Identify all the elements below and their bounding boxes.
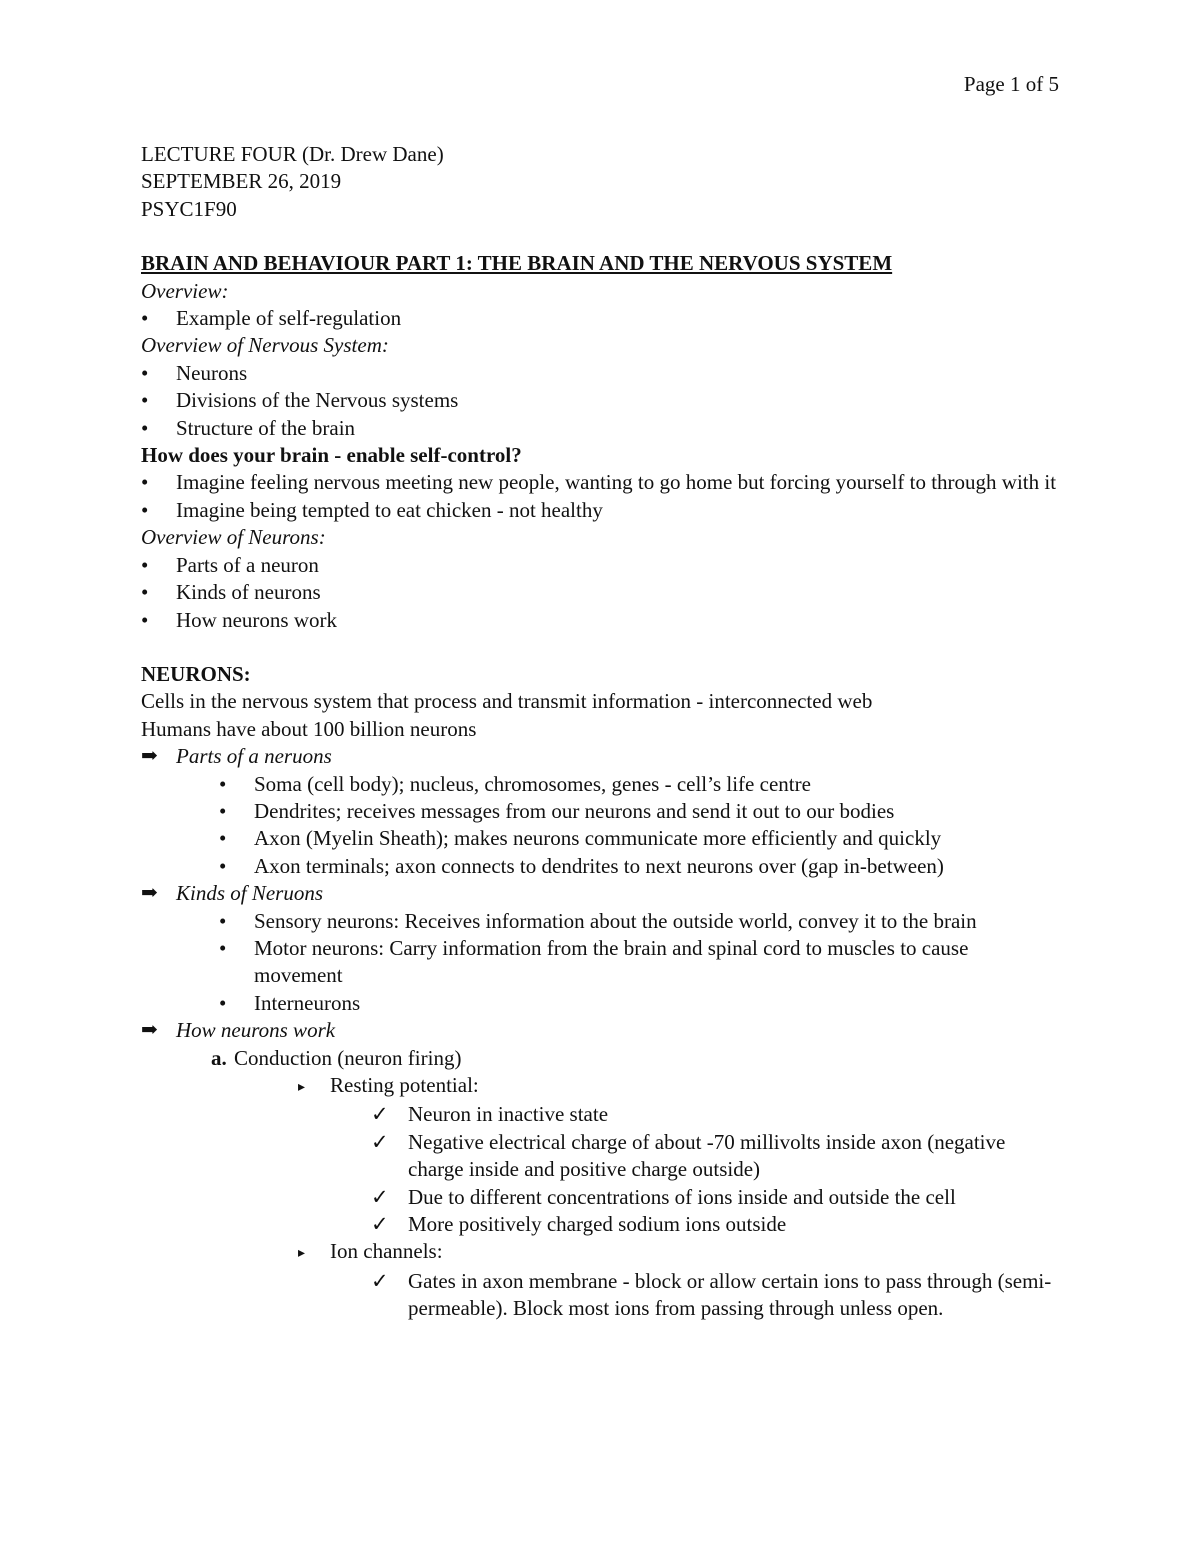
overview-label: Overview: [141,278,229,303]
page-number: Page 1 of 5 [963,72,1059,96]
overview-neurons-label: Overview of Neurons: [141,525,326,550]
neurons-heading: NEURONS: [141,661,251,686]
list-item: • Sensory neurons: Receives information about the outside world, convey it to the brain [141,908,1061,935]
document-body [141,141,1061,1323]
sub-sub-item-ion: ▸ Ion channels: [141,1238,1061,1267]
neurons-definition: Cells in the nervous system that process and transmit information - interconnected web [141,689,873,714]
bullet-icon: • [141,580,149,605]
list-item: • Structure of the brain [141,415,1061,442]
self-control-heading: How does your brain - enable self-control? [141,443,522,468]
bullet-icon: • [141,360,149,385]
bullet-icon: • [141,388,149,413]
check-icon: ✓ [371,1212,389,1237]
check-icon: ✓ [371,1268,389,1293]
bullet-icon: • [219,935,227,960]
list-item: • Parts of a neuron [141,552,1061,579]
lecture-line: LECTURE FOUR (Dr. Drew Dane) [141,142,444,166]
list-item: • Motor neurons: Carry information from the brain and spinal cord to muscles to cause movement [219,935,969,988]
triangle-bullet-icon: ▸ [298,1080,306,1095]
bullet-icon: • [219,771,227,796]
sub-item-conduction: a. Conduction (neuron firing) [141,1045,1061,1072]
arrow-icon: ➡ [141,745,158,768]
bullet-icon: • [141,415,149,440]
list-item: • Soma (cell body); nucleus, chromosomes, genes - cell’s life centre [141,771,1061,798]
list-item: • Dendrites; receives messages from our neurons and send it out to our bodies [141,798,1061,825]
section-parts: ➡ Parts of a neruons [141,743,1061,770]
date-line: SEPTEMBER 26, 2019 [141,169,342,194]
check-item: ✓ Gates in axon membrane - block or allow certain ions to pass through (semi-permeable). Block most ions from passing through unless open. [371,1268,1052,1321]
document-title: BRAIN AND BEHAVIOUR PART 1: THE BRAIN AND THE NERVOUS SYSTEM [141,251,893,276]
bullet-icon: • [141,552,149,577]
bullet-icon: • [219,990,227,1015]
list-item: • Interneurons [141,990,1061,1017]
triangle-bullet-icon: ▸ [298,1246,306,1262]
bullet-icon: • [219,853,227,878]
check-item: ✓ Negative electrical charge of about -70 millivolts inside axon (negative charge inside and positive charge outside) [371,1129,1006,1182]
list-item: • Kinds of neurons [141,579,1061,606]
section-kinds: ➡ Kinds of Neruons [141,880,1061,907]
bullet-icon: • [219,798,227,823]
check-icon: ✓ [371,1102,389,1127]
list-item: • Divisions of the Nervous systems [141,387,1061,414]
section-how: ➡ How neurons work [141,1017,1061,1044]
list-item: • Example of self-regulation [141,305,1061,332]
check-item: ✓ Due to different concentrations of ions inside and outside the cell [141,1184,1061,1211]
check-item: ✓ Neuron in inactive state [141,1101,1061,1128]
arrow-icon: ➡ [141,882,158,905]
sub-sub-item-resting: ▸ Resting potential: [141,1072,1061,1101]
neurons-count: Humans have about 100 billion neurons [141,716,477,741]
bullet-icon: • [219,908,227,933]
check-icon: ✓ [371,1129,389,1154]
bullet-icon: • [141,607,149,632]
list-item: • Neurons [141,360,1061,387]
check-item: ✓ More positively charged sodium ions outside [141,1211,1061,1238]
overview-ns-label: Overview of Nervous System: [141,333,389,358]
list-letter: a. [211,1045,227,1070]
list-item: • Axon (Myelin Sheath); makes neurons communicate more efficiently and quickly [141,825,1061,852]
list-item: • How neurons work [141,607,1061,634]
bullet-icon: • [141,497,149,522]
bullet-icon: • [141,306,149,331]
check-icon: ✓ [371,1184,389,1209]
arrow-icon: ➡ [141,1019,158,1042]
bullet-icon: • [219,826,227,851]
list-item: • Axon terminals; axon connects to dendrites to next neurons over (gap in-between) [141,853,1061,880]
list-item: • Imagine being tempted to eat chicken - not healthy [141,497,1061,524]
list-item: • Imagine feeling nervous meeting new people, wanting to go home but forcing yourself to through with it [141,469,1061,496]
bullet-icon: • [141,470,149,495]
course-line: PSYC1F90 [141,196,237,221]
